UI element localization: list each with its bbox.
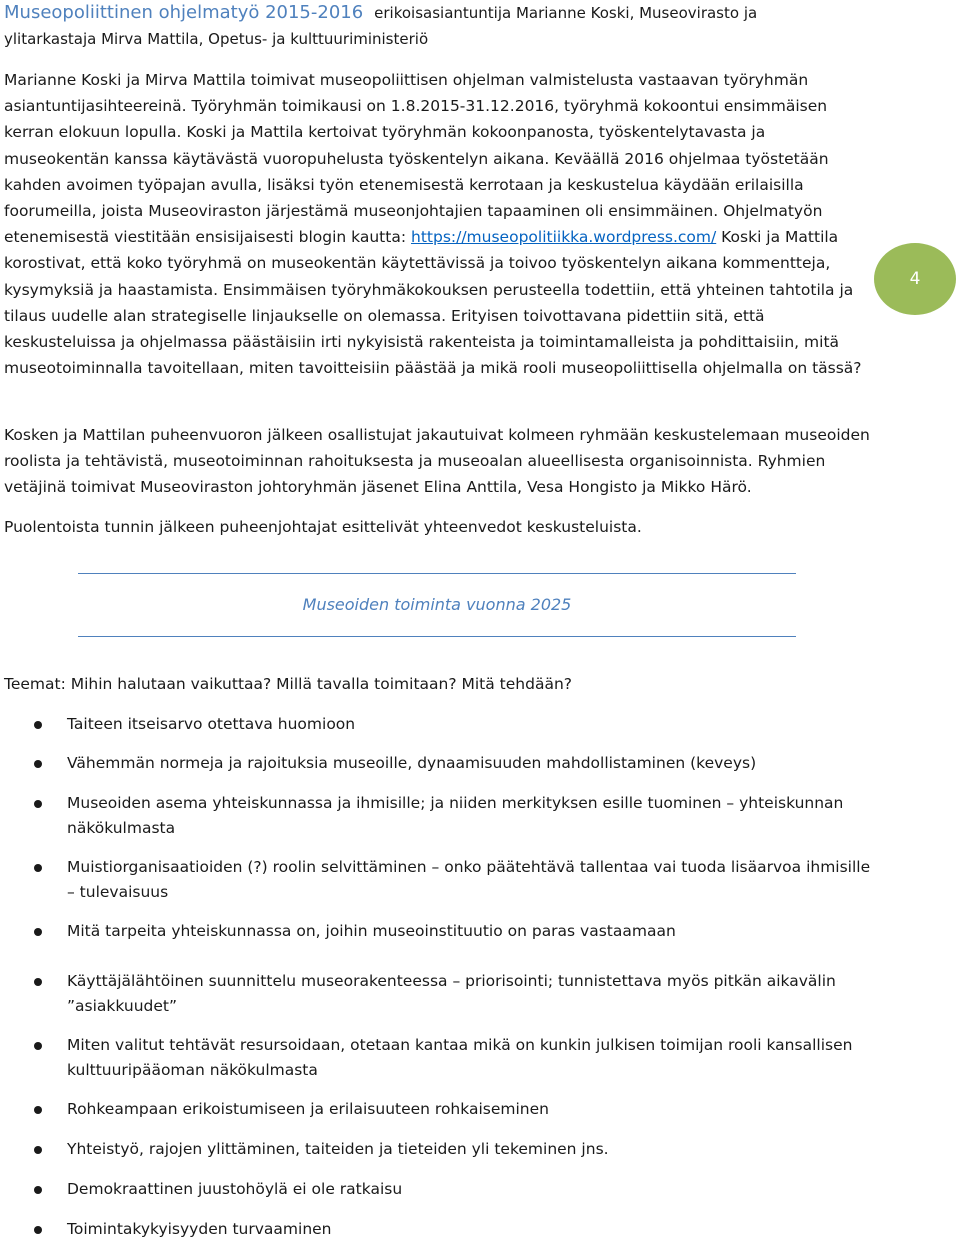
intro-text: Marianne Koski ja Mirva Mattila toimivat museopoliittisen ohjelman valmistelusta vastaavan työryhmän asiantuntijasihteereinä. Työryhmän toimikausi on 1.8.2015-31.12.2016, työryhmä kokoontui ensimmäisen kerran elokuun lopulla. Koski ja Mattila kertoivat työryhmän kokoonpanosta, työskentelytavasta ja museokentän kanssa käytävästä vuoropuhelusta työskentelyn aikana. Keväällä 2016 ohjelmaa työstetään kahden avoimen työpajan avulla, lisäksi työn etenemisestä kerrotaan ja keskustelua käydään erilaisilla foorumeilla, joista Museoviraston järjestämä museonjohtajien tapaaminen oli ensimmäinen. Ohjelmatyön etenemisestä viestitään ensisijaisesti blogin kautta: <box>4 71 829 247</box>
themes-line: Teemat: Mihin halutaan vaikuttaa? Millä tavalla toimitaan? Mitä tehdään? <box>4 675 573 693</box>
document-title: Museopoliittinen ohjelmatyö 2015-2016 <box>4 2 364 23</box>
list-item-text: Rohkeampaan erikoistumiseen ja erilaisuuteen rohkaiseminen <box>67 1100 549 1118</box>
list-item-text: Yhteistyö, rajojen ylittäminen, taiteiden ja tieteiden yli tekeminen jns. <box>67 1140 609 1158</box>
bullet-dot <box>34 1042 42 1050</box>
bullet-dot <box>34 1106 42 1114</box>
list-item-text: Miten valitut tehtävät resursoidaan, otetaan kantaa mikä on kunkin julkisen toimijan rooli kansallisen kulttuuripääoman näkökulmasta <box>67 1036 853 1079</box>
list-item-text: Toimintakykyisyyden turvaaminen <box>67 1220 332 1238</box>
bullet-dot <box>34 864 42 872</box>
bullet-dot <box>34 1146 42 1154</box>
list-item-text: Taiteen itseisarvo otettava huomioon <box>67 715 356 733</box>
document-authors-line1: erikoisasiantuntija Marianne Koski, Museovirasto ja <box>374 4 758 22</box>
section-rule-bottom <box>78 636 796 637</box>
bullet-dot <box>34 800 42 808</box>
intro-paragraph <box>4 67 872 381</box>
groups-paragraph: Kosken ja Mattilan puheenvuoron jälkeen osallistujat jakautuivat kolmeen ryhmään keskustelemaan museoiden roolista ja tehtävistä, museotoiminnan rahoituksesta ja museoalan alueellisesta organisoinnista. Ryhmien vetäjinä toimivat Museoviraston johtoryhmän jäsenet Elina Anttila, Vesa Hongisto ja Mikko Härö. <box>4 426 870 497</box>
intro-text-continued: Koski ja Mattila korostivat, että koko työryhmä on museokentän käytettävissä ja toivoo työskentelyn aikana kommentteja, kysymyksiä ja haastamista. Ensimmäisen työryhmäkokouksen perusteella todettiin, että yhteinen tahtotila ja tilaus uudelle alan strategiselle linjaukselle on olemassa. Erityisen toivottavana pidettiin sitä, että keskusteluissa ja ohjelmassa päästäisiin irti nykyisistä rakenteista ja toimintamalleista ja pohdittaisiin, mitä museotoiminnalla tavoitellaan, miten tavoitteisiin päästää ja mikä rooli museopoliittisella ohjelmalla on tässä? <box>4 228 862 378</box>
bullet-dot <box>34 1186 42 1194</box>
list-item-text: Museoiden asema yhteiskunnassa ja ihmisille; ja niiden merkityksen esille tuominen – yhteiskunnan näkökulmasta <box>67 794 844 837</box>
list-item-text: Käyttäjälähtöinen suunnittelu museorakenteessa – priorisointi; tunnistettava myös pitkän aikavälin ”asiakkuudet” <box>67 972 836 1015</box>
bullet-dot <box>34 978 42 986</box>
document-header <box>4 0 872 52</box>
list-item-text: Vähemmän normeja ja rajoituksia museoille, dynaamisuuden mahdollistaminen (keveys) <box>67 754 757 772</box>
bullet-dot <box>34 760 42 768</box>
list-item-text: Demokraattinen juustohöylä ei ole ratkaisu <box>67 1180 403 1198</box>
document-authors-line2: ylitarkastaja Mirva Mattila, Opetus- ja kulttuuriministeriö <box>4 30 429 49</box>
bullet-dot <box>34 928 42 936</box>
bullet-dot <box>34 721 42 729</box>
list-item-text: Muistiorganisaatioiden (?) roolin selvittäminen – onko päätehtävä tallentaa vai tuoda lisäarvoa ihmisille – tulevaisuus <box>67 858 871 901</box>
bullet-dot <box>34 1226 42 1234</box>
section-title: Museoiden toiminta vuonna 2025 <box>302 595 572 614</box>
blog-link[interactable]: https://museopolitiikka.wordpress.com/ <box>411 228 717 247</box>
section-rule-top <box>78 573 796 574</box>
list-item-text: Mitä tarpeita yhteiskunnassa on, joihin museoinstituutio on paras vastaamaan <box>67 922 676 940</box>
summary-paragraph: Puolentoista tunnin jälkeen puheenjohtajat esittelivät yhteenvedot keskusteluista. <box>4 518 642 536</box>
page-number-badge: 4 <box>874 243 956 315</box>
